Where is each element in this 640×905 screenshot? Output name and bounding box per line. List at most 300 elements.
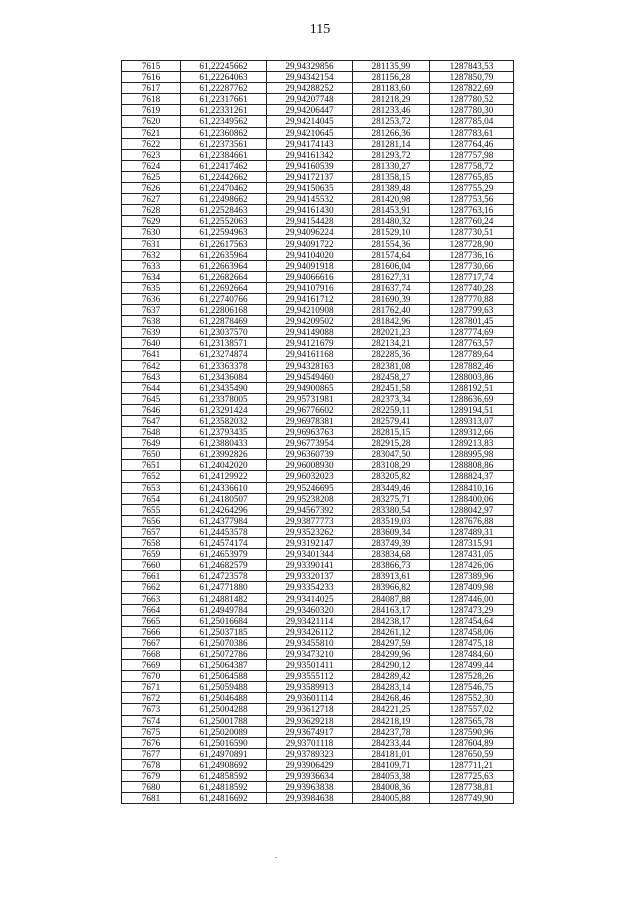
y-coordinate-cell: 1288824,37	[430, 471, 514, 482]
table-row	[122, 571, 514, 582]
x-coordinate-cell: 284109,71	[353, 759, 430, 770]
table-row	[122, 526, 514, 537]
longitude-cell: 29,95246695	[267, 482, 353, 493]
x-coordinate-cell: 281233,46	[353, 105, 430, 116]
longitude-cell: 29,94104020	[267, 249, 353, 260]
point-number-cell: 7617	[122, 83, 181, 94]
table-row	[122, 293, 514, 304]
footer-mark: .	[275, 851, 277, 860]
table-row	[122, 538, 514, 549]
latitude-cell: 61,25001788	[181, 715, 267, 726]
longitude-cell: 29,93401344	[267, 549, 353, 560]
point-number-cell: 7626	[122, 183, 181, 194]
table-row	[122, 704, 514, 715]
point-number-cell: 7623	[122, 149, 181, 160]
latitude-cell: 61,25072786	[181, 648, 267, 659]
table-row	[122, 782, 514, 793]
longitude-cell: 29,94150635	[267, 183, 353, 194]
table-row	[122, 183, 514, 194]
point-number-cell: 7642	[122, 360, 181, 371]
x-coordinate-cell: 281606,04	[353, 260, 430, 271]
longitude-cell: 29,94329856	[267, 61, 353, 72]
latitude-cell: 61,22740766	[181, 293, 267, 304]
latitude-cell: 61,22498662	[181, 194, 267, 205]
table-row	[122, 493, 514, 504]
y-coordinate-cell: 1287489,31	[430, 526, 514, 537]
longitude-cell: 29,95238208	[267, 493, 353, 504]
latitude-cell: 61,24881482	[181, 593, 267, 604]
latitude-cell: 61,22349562	[181, 116, 267, 127]
y-coordinate-cell: 1287499,44	[430, 660, 514, 671]
y-coordinate-cell: 1288400,06	[430, 493, 514, 504]
latitude-cell: 61,23880433	[181, 438, 267, 449]
point-number-cell: 7624	[122, 160, 181, 171]
point-number-cell: 7661	[122, 571, 181, 582]
table-row	[122, 149, 514, 160]
y-coordinate-cell: 1288003,86	[430, 371, 514, 382]
longitude-cell: 29,94328163	[267, 360, 353, 371]
latitude-cell: 61,24653979	[181, 549, 267, 560]
longitude-cell: 29,94174143	[267, 138, 353, 149]
table-row	[122, 271, 514, 282]
longitude-cell: 29,93523262	[267, 526, 353, 537]
x-coordinate-cell: 284283,14	[353, 682, 430, 693]
table-row	[122, 449, 514, 460]
longitude-cell: 29,96963763	[267, 427, 353, 438]
y-coordinate-cell: 1287717,74	[430, 271, 514, 282]
latitude-cell: 61,25020089	[181, 726, 267, 737]
latitude-cell: 61,22663964	[181, 260, 267, 271]
longitude-cell: 29,93421114	[267, 615, 353, 626]
latitude-cell: 61,25004288	[181, 704, 267, 715]
table-row	[122, 338, 514, 349]
y-coordinate-cell: 1288808,86	[430, 460, 514, 471]
longitude-cell: 29,94288252	[267, 83, 353, 94]
x-coordinate-cell: 283108,29	[353, 460, 430, 471]
table-row	[122, 160, 514, 171]
longitude-cell: 29,93460320	[267, 604, 353, 615]
latitude-cell: 61,22373561	[181, 138, 267, 149]
x-coordinate-cell: 283749,39	[353, 538, 430, 549]
longitude-cell: 29,94172137	[267, 171, 353, 182]
point-number-cell: 7651	[122, 460, 181, 471]
longitude-cell: 29,94161430	[267, 205, 353, 216]
y-coordinate-cell: 1289194,51	[430, 404, 514, 415]
point-number-cell: 7652	[122, 471, 181, 482]
latitude-cell: 61,22552063	[181, 216, 267, 227]
latitude-cell: 61,24816692	[181, 793, 267, 804]
point-number-cell: 7671	[122, 682, 181, 693]
x-coordinate-cell: 283275,71	[353, 493, 430, 504]
table-row	[122, 427, 514, 438]
point-number-cell: 7657	[122, 526, 181, 537]
longitude-cell: 29,94206447	[267, 105, 353, 116]
point-number-cell: 7654	[122, 493, 181, 504]
table-row	[122, 194, 514, 205]
table-row	[122, 471, 514, 482]
y-coordinate-cell: 1288636,69	[430, 393, 514, 404]
table-row	[122, 482, 514, 493]
y-coordinate-cell: 1287801,45	[430, 316, 514, 327]
latitude-cell: 61,22470462	[181, 183, 267, 194]
latitude-cell: 61,23992826	[181, 449, 267, 460]
longitude-cell: 29,93629218	[267, 715, 353, 726]
latitude-cell: 61,22806168	[181, 305, 267, 316]
y-coordinate-cell: 1287763,16	[430, 205, 514, 216]
x-coordinate-cell: 284237,78	[353, 726, 430, 737]
table-row	[122, 205, 514, 216]
longitude-cell: 29,94145532	[267, 194, 353, 205]
x-coordinate-cell: 284290,12	[353, 660, 430, 671]
latitude-cell: 61,23436084	[181, 371, 267, 382]
longitude-cell: 29,94091722	[267, 238, 353, 249]
point-number-cell: 7620	[122, 116, 181, 127]
x-coordinate-cell: 284268,46	[353, 693, 430, 704]
x-coordinate-cell: 282451,58	[353, 382, 430, 393]
y-coordinate-cell: 1287774,69	[430, 327, 514, 338]
y-coordinate-cell: 1287426,06	[430, 560, 514, 571]
longitude-cell: 29,94209502	[267, 316, 353, 327]
longitude-cell: 29,93877773	[267, 515, 353, 526]
latitude-cell: 61,24453578	[181, 526, 267, 537]
point-number-cell: 7619	[122, 105, 181, 116]
point-number-cell: 7681	[122, 793, 181, 804]
point-number-cell: 7638	[122, 316, 181, 327]
table-row	[122, 105, 514, 116]
x-coordinate-cell: 281293,72	[353, 149, 430, 160]
longitude-cell: 29,94567392	[267, 504, 353, 515]
y-coordinate-cell: 1287730,66	[430, 260, 514, 271]
point-number-cell: 7655	[122, 504, 181, 515]
longitude-cell: 29,93473210	[267, 648, 353, 659]
latitude-cell: 61,22594963	[181, 227, 267, 238]
point-number-cell: 7659	[122, 549, 181, 560]
y-coordinate-cell: 1288995,98	[430, 449, 514, 460]
longitude-cell: 29,93936634	[267, 771, 353, 782]
point-number-cell: 7675	[122, 726, 181, 737]
x-coordinate-cell: 282458,27	[353, 371, 430, 382]
y-coordinate-cell: 1287780,52	[430, 94, 514, 105]
table-row	[122, 349, 514, 360]
table-row	[122, 460, 514, 471]
y-coordinate-cell: 1287765,85	[430, 171, 514, 182]
coordinates-table	[121, 60, 514, 804]
longitude-cell: 29,93501411	[267, 660, 353, 671]
table-row	[122, 560, 514, 571]
longitude-cell: 29,94161342	[267, 149, 353, 160]
table-row	[122, 360, 514, 371]
y-coordinate-cell: 1287389,96	[430, 571, 514, 582]
table-row	[122, 438, 514, 449]
longitude-cell: 29,93701118	[267, 737, 353, 748]
point-number-cell: 7647	[122, 416, 181, 427]
point-number-cell: 7637	[122, 305, 181, 316]
latitude-cell: 61,25064387	[181, 660, 267, 671]
latitude-cell: 61,25016684	[181, 615, 267, 626]
table-row	[122, 227, 514, 238]
x-coordinate-cell: 282373,34	[353, 393, 430, 404]
table-row	[122, 637, 514, 648]
x-coordinate-cell: 283609,34	[353, 526, 430, 537]
latitude-cell: 61,24574174	[181, 538, 267, 549]
x-coordinate-cell: 282579,41	[353, 416, 430, 427]
latitude-cell: 61,24908692	[181, 759, 267, 770]
point-number-cell: 7618	[122, 94, 181, 105]
longitude-cell: 29,94149088	[267, 327, 353, 338]
x-coordinate-cell: 282381,08	[353, 360, 430, 371]
latitude-cell: 61,22245662	[181, 61, 267, 72]
x-coordinate-cell: 283380,54	[353, 504, 430, 515]
longitude-cell: 29,93984638	[267, 793, 353, 804]
latitude-cell: 61,23274874	[181, 349, 267, 360]
y-coordinate-cell: 1287738,81	[430, 782, 514, 793]
longitude-cell: 29,94107916	[267, 282, 353, 293]
y-coordinate-cell: 1287473,29	[430, 604, 514, 615]
point-number-cell: 7641	[122, 349, 181, 360]
latitude-cell: 61,24771880	[181, 582, 267, 593]
longitude-cell: 29,94342154	[267, 72, 353, 83]
x-coordinate-cell: 284221,25	[353, 704, 430, 715]
longitude-cell: 29,93455810	[267, 637, 353, 648]
x-coordinate-cell: 284297,59	[353, 637, 430, 648]
longitude-cell: 29,93906429	[267, 759, 353, 770]
latitude-cell: 61,24042020	[181, 460, 267, 471]
longitude-cell: 29,94154428	[267, 216, 353, 227]
point-number-cell: 7660	[122, 560, 181, 571]
x-coordinate-cell: 284261,12	[353, 626, 430, 637]
longitude-cell: 29,96360739	[267, 449, 353, 460]
longitude-cell: 29,96008930	[267, 460, 353, 471]
y-coordinate-cell: 1287711,21	[430, 759, 514, 770]
longitude-cell: 29,94161168	[267, 349, 353, 360]
x-coordinate-cell: 281218,29	[353, 94, 430, 105]
x-coordinate-cell: 284299,96	[353, 648, 430, 659]
latitude-cell: 61,24818592	[181, 782, 267, 793]
table-row	[122, 626, 514, 637]
longitude-cell: 29,93414025	[267, 593, 353, 604]
y-coordinate-cell: 1287475,18	[430, 637, 514, 648]
table-row	[122, 771, 514, 782]
point-number-cell: 7615	[122, 61, 181, 72]
x-coordinate-cell: 284181,01	[353, 748, 430, 759]
latitude-cell: 61,25059488	[181, 682, 267, 693]
x-coordinate-cell: 281574,64	[353, 249, 430, 260]
point-number-cell: 7646	[122, 404, 181, 415]
point-number-cell: 7631	[122, 238, 181, 249]
table-row	[122, 793, 514, 804]
latitude-cell: 61,23435490	[181, 382, 267, 393]
table-row	[122, 737, 514, 748]
y-coordinate-cell: 1288192,51	[430, 382, 514, 393]
longitude-cell: 29,96032023	[267, 471, 353, 482]
y-coordinate-cell: 1287446,00	[430, 593, 514, 604]
latitude-cell: 61,24336610	[181, 482, 267, 493]
x-coordinate-cell: 281253,72	[353, 116, 430, 127]
y-coordinate-cell: 1287315,91	[430, 538, 514, 549]
table-row	[122, 382, 514, 393]
latitude-cell: 61,25070386	[181, 637, 267, 648]
longitude-cell: 29,94900865	[267, 382, 353, 393]
table-row	[122, 238, 514, 249]
point-number-cell: 7625	[122, 171, 181, 182]
point-number-cell: 7640	[122, 338, 181, 349]
table-row	[122, 83, 514, 94]
y-coordinate-cell: 1287763,57	[430, 338, 514, 349]
table-row	[122, 759, 514, 770]
y-coordinate-cell: 1289213,83	[430, 438, 514, 449]
y-coordinate-cell: 1287749,90	[430, 793, 514, 804]
point-number-cell: 7630	[122, 227, 181, 238]
x-coordinate-cell: 281627,31	[353, 271, 430, 282]
x-coordinate-cell: 281554,36	[353, 238, 430, 249]
longitude-cell: 29,93601114	[267, 693, 353, 704]
point-number-cell: 7673	[122, 704, 181, 715]
latitude-cell: 61,22384661	[181, 149, 267, 160]
point-number-cell: 7632	[122, 249, 181, 260]
x-coordinate-cell: 282134,21	[353, 338, 430, 349]
x-coordinate-cell: 284008,36	[353, 782, 430, 793]
y-coordinate-cell: 1287590,96	[430, 726, 514, 737]
latitude-cell: 61,22264063	[181, 72, 267, 83]
y-coordinate-cell: 1289312,66	[430, 427, 514, 438]
point-number-cell: 7663	[122, 593, 181, 604]
longitude-cell: 29,93789323	[267, 748, 353, 759]
x-coordinate-cell: 282285,36	[353, 349, 430, 360]
y-coordinate-cell: 1287552,30	[430, 693, 514, 704]
point-number-cell: 7628	[122, 205, 181, 216]
longitude-cell: 29,94160539	[267, 160, 353, 171]
longitude-cell: 29,93320137	[267, 571, 353, 582]
x-coordinate-cell: 281266,36	[353, 127, 430, 138]
point-number-cell: 7633	[122, 260, 181, 271]
x-coordinate-cell: 281480,32	[353, 216, 430, 227]
latitude-cell: 61,23582032	[181, 416, 267, 427]
y-coordinate-cell: 1287850,79	[430, 72, 514, 83]
latitude-cell: 61,22682664	[181, 271, 267, 282]
longitude-cell: 29,93612718	[267, 704, 353, 715]
table-row	[122, 693, 514, 704]
table-row	[122, 504, 514, 515]
longitude-cell: 29,94091918	[267, 260, 353, 271]
table-row	[122, 116, 514, 127]
point-number-cell: 7669	[122, 660, 181, 671]
longitude-cell: 29,96776602	[267, 404, 353, 415]
point-number-cell: 7643	[122, 371, 181, 382]
y-coordinate-cell: 1287789,64	[430, 349, 514, 360]
latitude-cell: 61,23037570	[181, 327, 267, 338]
table-row	[122, 282, 514, 293]
x-coordinate-cell: 284233,44	[353, 737, 430, 748]
latitude-cell: 61,25046488	[181, 693, 267, 704]
longitude-cell: 29,94549460	[267, 371, 353, 382]
point-number-cell: 7616	[122, 72, 181, 83]
table-row	[122, 61, 514, 72]
table-row	[122, 305, 514, 316]
x-coordinate-cell: 284163,17	[353, 604, 430, 615]
table-row	[122, 582, 514, 593]
latitude-cell: 61,23793435	[181, 427, 267, 438]
point-number-cell: 7666	[122, 626, 181, 637]
y-coordinate-cell: 1287758,72	[430, 160, 514, 171]
longitude-cell: 29,93555112	[267, 671, 353, 682]
table-row	[122, 216, 514, 227]
point-number-cell: 7667	[122, 637, 181, 648]
y-coordinate-cell: 1288042,97	[430, 504, 514, 515]
table-row	[122, 682, 514, 693]
latitude-cell: 61,23378005	[181, 393, 267, 404]
x-coordinate-cell: 282815,15	[353, 427, 430, 438]
point-number-cell: 7648	[122, 427, 181, 438]
y-coordinate-cell: 1287431,05	[430, 549, 514, 560]
x-coordinate-cell: 283913,61	[353, 571, 430, 582]
point-number-cell: 7680	[122, 782, 181, 793]
y-coordinate-cell: 1287604,89	[430, 737, 514, 748]
table-row	[122, 593, 514, 604]
x-coordinate-cell: 283866,73	[353, 560, 430, 571]
longitude-cell: 29,94214045	[267, 116, 353, 127]
y-coordinate-cell: 1287528,26	[430, 671, 514, 682]
x-coordinate-cell: 281183,60	[353, 83, 430, 94]
longitude-cell: 29,93589913	[267, 682, 353, 693]
x-coordinate-cell: 281420,98	[353, 194, 430, 205]
y-coordinate-cell: 1287650,59	[430, 748, 514, 759]
y-coordinate-cell: 1287730,51	[430, 227, 514, 238]
latitude-cell: 61,24129922	[181, 471, 267, 482]
y-coordinate-cell: 1287760,24	[430, 216, 514, 227]
point-number-cell: 7672	[122, 693, 181, 704]
table-row	[122, 726, 514, 737]
x-coordinate-cell: 284218,19	[353, 715, 430, 726]
y-coordinate-cell: 1287785,04	[430, 116, 514, 127]
point-number-cell: 7645	[122, 393, 181, 404]
x-coordinate-cell: 283834,68	[353, 549, 430, 560]
longitude-cell: 29,94121679	[267, 338, 353, 349]
x-coordinate-cell: 281529,10	[353, 227, 430, 238]
point-number-cell: 7649	[122, 438, 181, 449]
latitude-cell: 61,24723578	[181, 571, 267, 582]
y-coordinate-cell: 1287565,78	[430, 715, 514, 726]
x-coordinate-cell: 281690,39	[353, 293, 430, 304]
latitude-cell: 61,24970891	[181, 748, 267, 759]
page-number: 115	[309, 22, 331, 37]
y-coordinate-cell: 1287458,06	[430, 626, 514, 637]
point-number-cell: 7670	[122, 671, 181, 682]
x-coordinate-cell: 281762,40	[353, 305, 430, 316]
x-coordinate-cell: 281453,91	[353, 205, 430, 216]
longitude-cell: 29,93674917	[267, 726, 353, 737]
x-coordinate-cell: 282915,28	[353, 438, 430, 449]
y-coordinate-cell: 1287484,60	[430, 648, 514, 659]
y-coordinate-cell: 1287783,61	[430, 127, 514, 138]
y-coordinate-cell: 1289313,07	[430, 416, 514, 427]
longitude-cell: 29,96978381	[267, 416, 353, 427]
point-number-cell: 7658	[122, 538, 181, 549]
point-number-cell: 7656	[122, 515, 181, 526]
x-coordinate-cell: 281281,14	[353, 138, 430, 149]
x-coordinate-cell: 281389,48	[353, 183, 430, 194]
latitude-cell: 61,22287762	[181, 83, 267, 94]
y-coordinate-cell: 1287882,46	[430, 360, 514, 371]
latitude-cell: 61,25016590	[181, 737, 267, 748]
y-coordinate-cell: 1287454,64	[430, 615, 514, 626]
latitude-cell: 61,25064588	[181, 671, 267, 682]
table-row	[122, 260, 514, 271]
x-coordinate-cell: 281358,15	[353, 171, 430, 182]
longitude-cell: 29,94066616	[267, 271, 353, 282]
x-coordinate-cell: 284005,88	[353, 793, 430, 804]
y-coordinate-cell: 1287557,02	[430, 704, 514, 715]
point-number-cell: 7668	[122, 648, 181, 659]
